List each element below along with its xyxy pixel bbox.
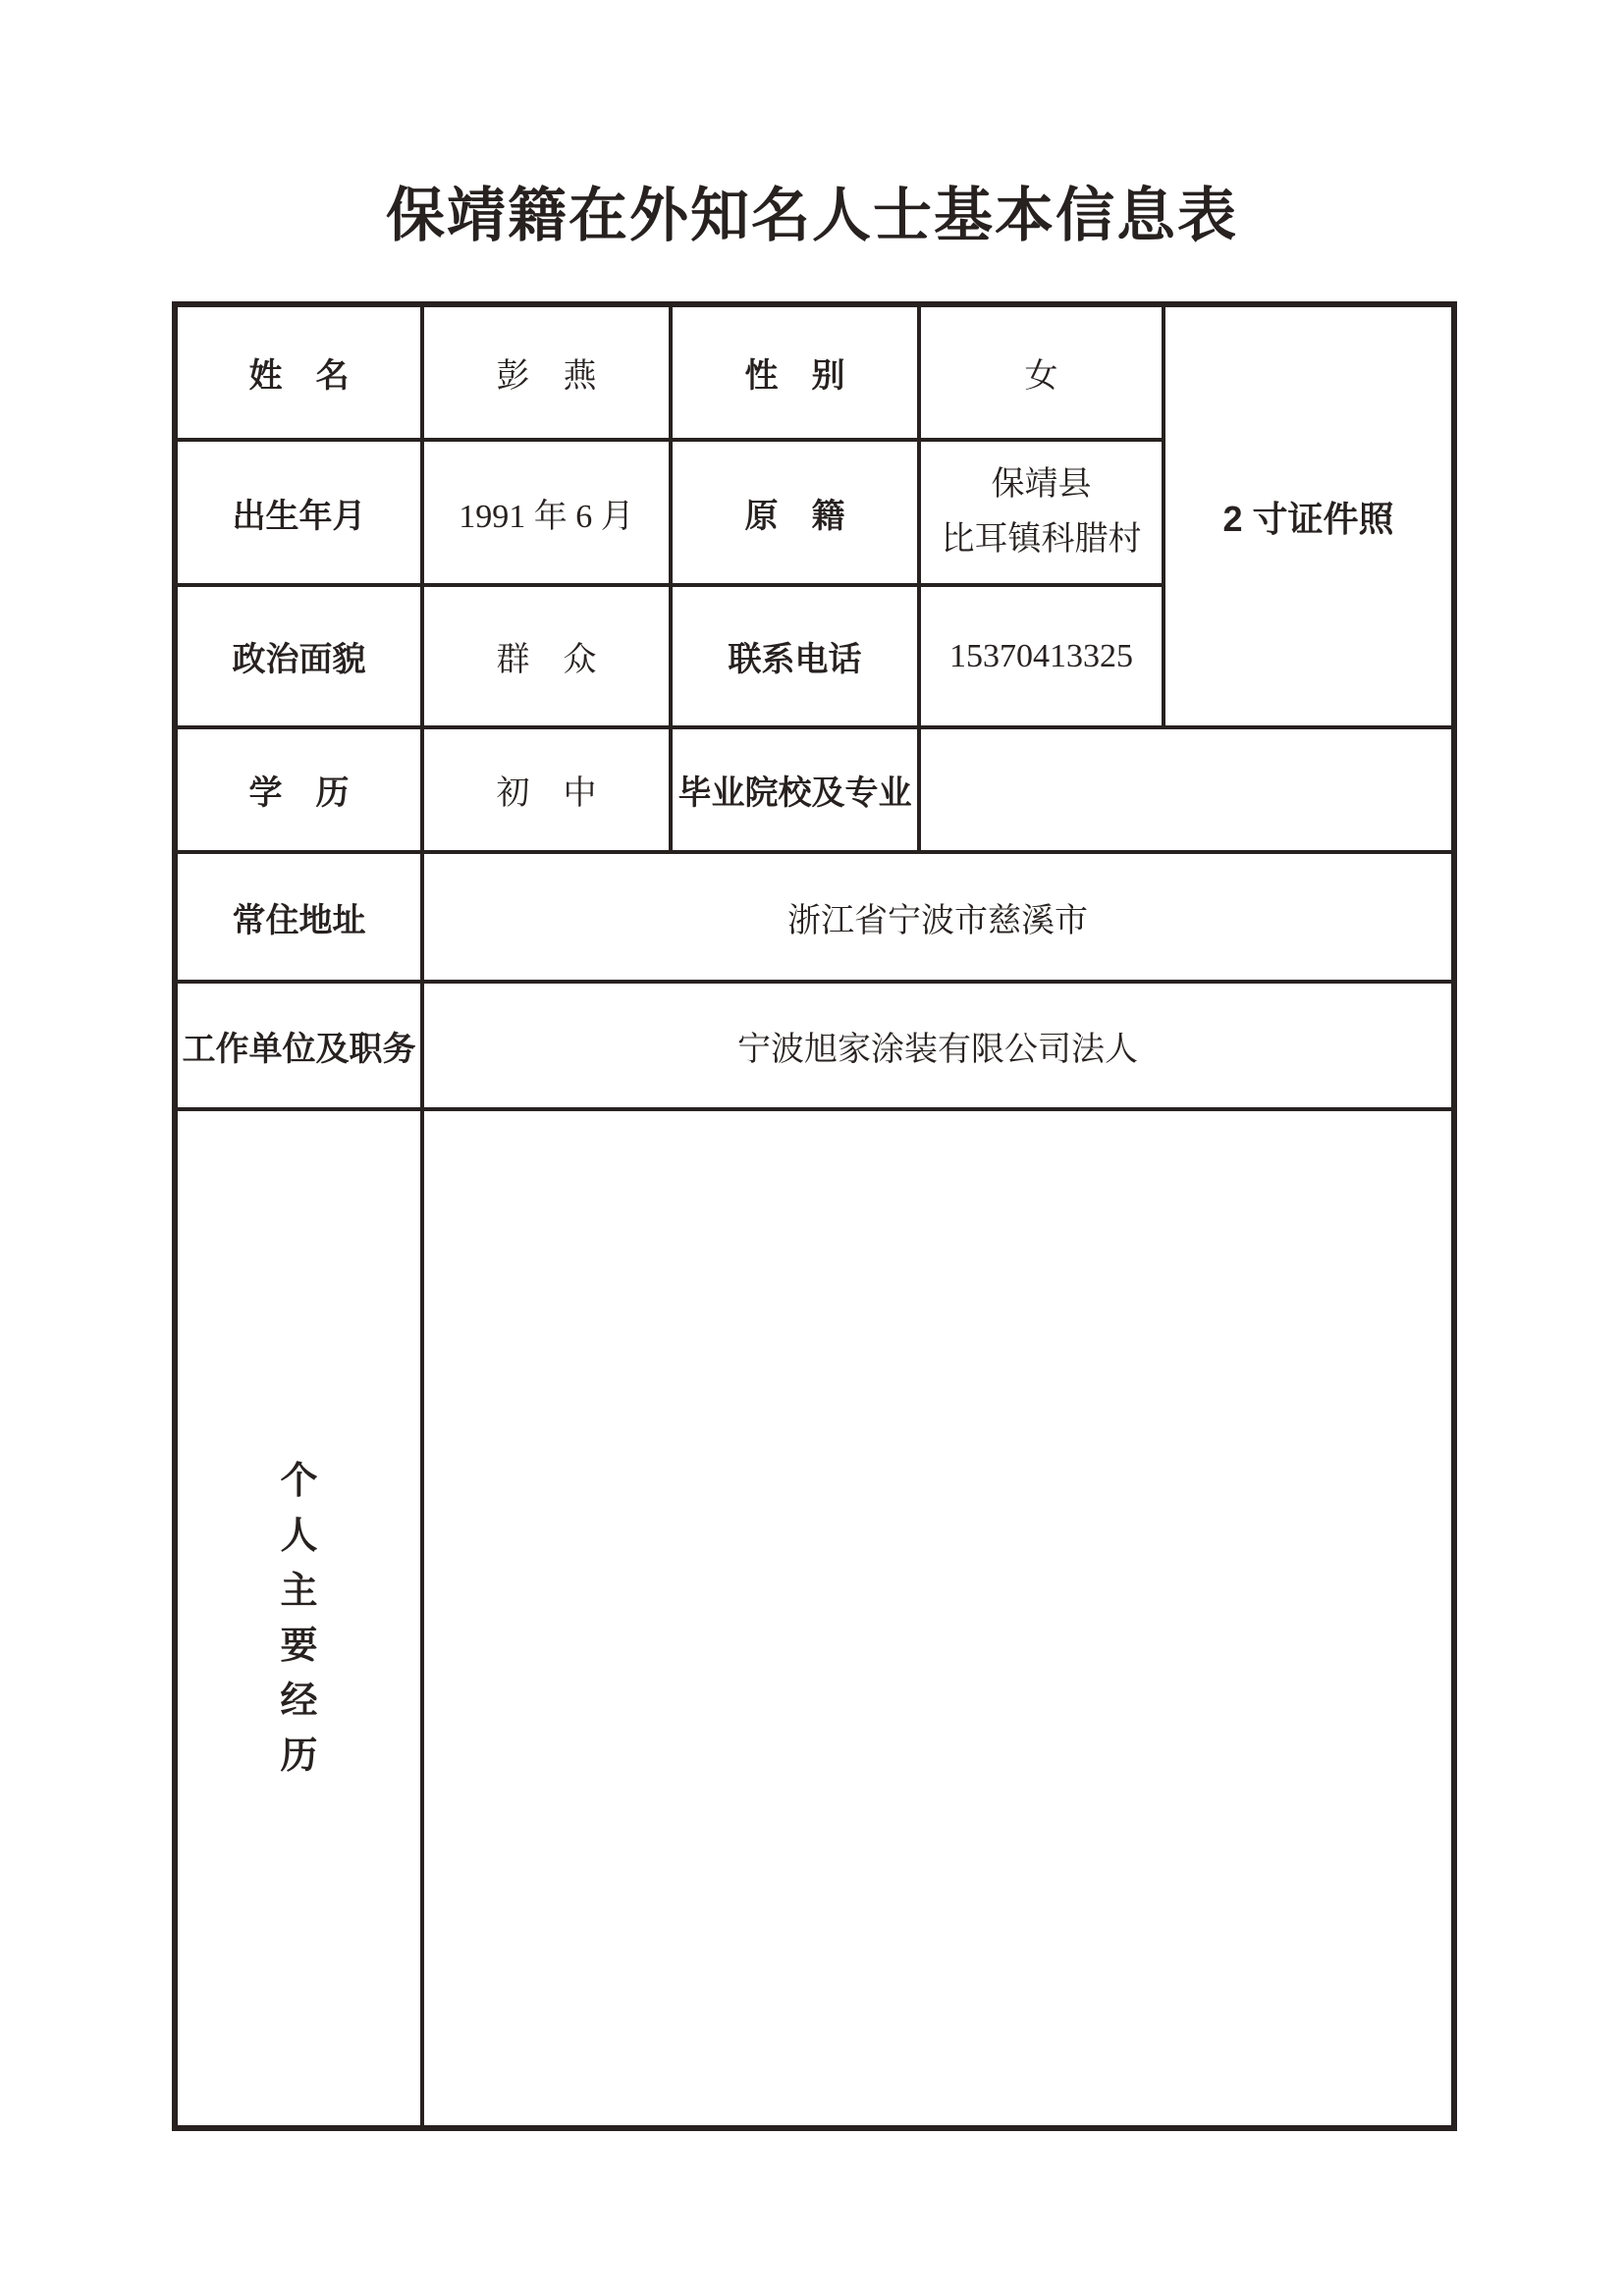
page-title: 保靖籍在外知名人士基本信息表 xyxy=(386,184,1238,248)
table-row xyxy=(175,982,1454,1109)
personal-history-label-cell xyxy=(175,1109,422,2128)
education-label: 学 历 xyxy=(175,727,422,852)
birthdate-value: 1991 年 6 月 xyxy=(422,440,671,585)
personal-history-char: 历 xyxy=(280,1735,318,1777)
info-table xyxy=(172,301,1457,2131)
personal-history-char: 主 xyxy=(280,1570,318,1612)
political-status-label: 政治面貌 xyxy=(175,585,422,727)
personal-history-char: 要 xyxy=(280,1625,318,1667)
education-value: 初 中 xyxy=(422,727,671,852)
employer-value: 宁波旭家涂装有限公司法人 xyxy=(422,982,1454,1109)
address-value: 浙江省宁波市慈溪市 xyxy=(422,852,1454,982)
native-place-label: 原 籍 xyxy=(671,440,919,585)
personal-history-char: 个 xyxy=(280,1460,318,1502)
personal-history-label xyxy=(178,1460,420,1777)
table-row xyxy=(175,304,1454,440)
personal-history-char: 经 xyxy=(280,1680,318,1722)
name-value: 彭 燕 xyxy=(422,304,671,440)
photo-placeholder: 2 寸证件照 xyxy=(1164,304,1454,727)
birthdate-label: 出生年月 xyxy=(175,440,422,585)
name-label: 姓 名 xyxy=(175,304,422,440)
phone-value: 15370413325 xyxy=(919,585,1164,727)
personal-history-char: 人 xyxy=(280,1515,318,1557)
gender-value: 女 xyxy=(919,304,1164,440)
table-row xyxy=(175,852,1454,982)
personal-history-content xyxy=(422,1109,1454,2128)
table-row xyxy=(175,1109,1454,2128)
phone-label: 联系电话 xyxy=(671,585,919,727)
native-place-value xyxy=(919,440,1164,585)
address-label: 常住地址 xyxy=(175,852,422,982)
gender-label: 性 别 xyxy=(671,304,919,440)
native-place-line1: 保靖县 xyxy=(991,466,1092,503)
native-place-line2: 比耳镇科腊村 xyxy=(941,521,1142,558)
table-row xyxy=(175,727,1454,852)
political-status-value: 群 众 xyxy=(422,585,671,727)
graduation-school-value xyxy=(919,727,1454,852)
graduation-school-label: 毕业院校及专业 xyxy=(671,727,919,852)
employer-label: 工作单位及职务 xyxy=(175,982,422,1109)
